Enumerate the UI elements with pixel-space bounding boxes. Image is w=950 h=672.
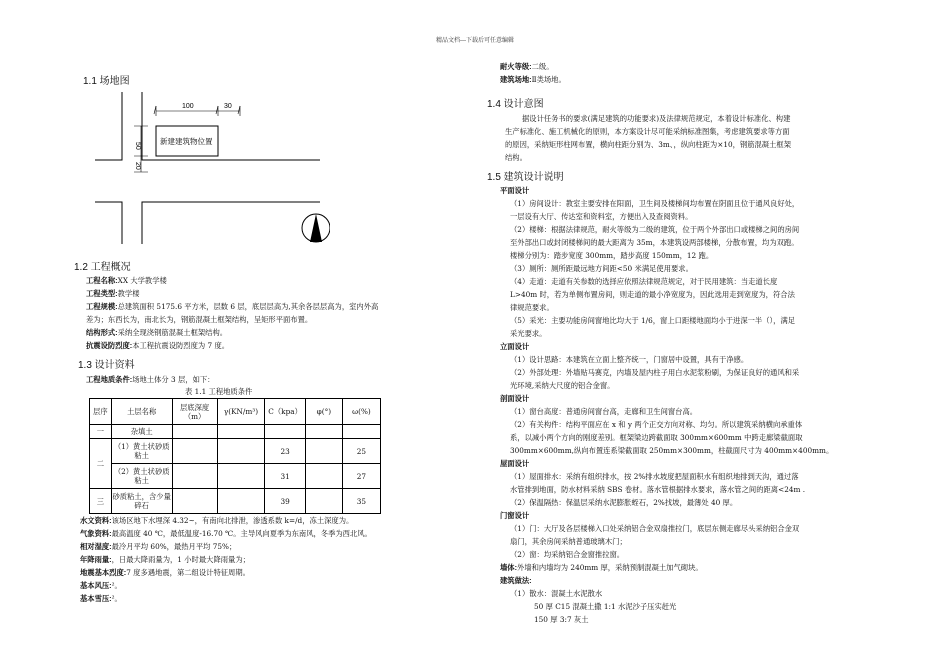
plane-design-title: 平面设计 [500,186,530,195]
road-edge [142,202,320,244]
right-top-lines: 耐火等级:二级。 建筑场地:Ⅱ类场地。 [500,62,566,84]
table-row: 三 砂质粘土，含少量碎石 39 35 [90,489,381,514]
section-1-2-title: 1.2 工程概况 [74,262,131,273]
section-1-4-title: 1.4 设计意图 [487,99,544,110]
dim-20: 20 [134,162,141,170]
section-1-1-title: 1.1 场地图 [83,76,130,87]
table-row: 一 杂填土 [90,425,381,439]
dim-50: 50 [134,142,141,150]
table-caption: 表 1.1 工程地质条件 [185,387,253,396]
site-plan [90,92,330,244]
elevation-design-title: 立面设计 [500,342,530,351]
section-design-title: 剖面设计 [500,394,530,403]
s13-lines: 水文资料:该场区地下水埋深 4.32~，有南向北排泄，渗透系数 k=/d，冻土深度为。 气象资料:最高温度 40 ℃，最低温度-16.70 ℃。主导风向夏季为东南风，冬季为西北风。 相对湿度:最冷月平均 60%，最热月平均 75%； 年降雨量:，日最大降雨量为，1 小时最大降雨量为； 地震基本烈度:7 度多遇地震，第二组设计特征周期。 基本风压:²。 基本雪压:²。 [80,516,372,603]
table-row: 二 （1）黄土状砂质粘土 23 25 [90,439,381,464]
header-note: 精品文档---下载后可任意编辑 [435,37,515,44]
table-header-row: 层序 土层名称 层底深度（m） γ(KN/m³) C（kpa） φ(°) ω(%) [90,399,381,425]
geo-conditions: 工程地质条件:场地土体分 3 层，如下： [86,375,215,384]
dim-30: 30 [224,103,232,110]
s15-body: 平面设计 （1）房间设计：教室主要安排在阳面，卫生间及楼梯间均布置在阴面且位于通风良好处， 一层设有大厅、传达室和资料室，方便出入及查阅资料。 （2）楼梯：根据法律规范，耐火等级为二级的建筑，位于两个外部出口或楼梯之间的房间 至外部出口或封闭楼梯间的最大距离为 35m，本建筑设两部楼梯，分散布置，均为双跑。 楼梯分别为：踏步宽度 300mm，踏步高度 150mm，12 跑。 （3）厕所：厕所距最远地方间距<50 米满足使用要求。 （4）走道：走道有关参数的选择应依照法律规范规定，对于民用建筑：当走道长度 L>40m 时，若为单侧布置房间，则走道的最小净宽度为，因此选用走到宽度为，符合法 律规范要求。 （5）采光：主要功能房间窗地比均大于 1/6，窗上口距楼地面均小于进深一半（），满足 采光要求。 立面设计 （1）设计思路：本建筑在立面上整齐统一，门窗居中设置，具有于净感。 （2）外部处理：外墙贴马赛克，内墙及屋内柱子用白水泥浆粉刷，为保证良好的通风和采 光环境,采纳大尺度的铝合金窗。 剖面设计 （1）窗台高度：普通房间窗台高，走廊和卫生间窗台高。 （2）有关构件：结构平面应在 x 和 y 两个正交方向对称、均匀。所以建筑采纳横向承重体 系，以减小两个方向的刚度差别。框架梁边跨截面取 300mm×600mm 中跨走廊梁截面取 300mm×600mm,纵向布置连系梁截面取 250mm×300mm，柱截面尺寸为 400mm×400mm。 屋面设计 （1）屋面排水：采纳有组织排水，按 2%排水坡度把屋面积水有组织地排到天沟，通过落 水管排到地面，防水材料采纳 SBS 卷材。落水管根据排水要求，落水管之间的距离<24m . （2）保温隔热：保温层采纳水泥膨胀蛭石，2%找坡，最薄处 40 厚。 门窗设计 （1）门：大厅及各层楼梯入口处采纳铝合金双扇推拉门，底层东侧走廊尽头采纳铝合金双 扇门，其余房间采纳普通玻璃木门； （2）窗：均采纳铝合金窗推拉窗。 墙体:外墙和内墙均为 240mm 厚，采纳预制混凝土加气砌块。 建筑做法: （1）散水：混凝土水泥散水 50 厚 C15 混凝土撒 1:1 水泥沙子压实赶光 150 厚 3:7 灰土 [500,186,834,624]
wall-line: 墙体:外墙和内墙均为 240mm 厚，采纳预制混凝土加气砌块。 [500,563,703,572]
north-arrow-icon [310,214,322,242]
s14-lines: 据设计任务书的要求(满足建筑的功能要求)及法律规范规定，本着设计标准化、构建 生产标准化、施工机械化的原则，本方案设计尽可能采纳标准图集，考虑建筑要求等方面 的原因，采纳矩形柱网布置，横向柱距分别为、3m、，纵向柱距为×10，钢筋混凝土框架 结构。 [505,114,791,162]
section-1-3-title: 1.3 设计资料 [78,360,135,371]
building-label: 新建建筑物位置 [160,137,213,146]
method-title: 建筑做法: [500,576,532,585]
dim-100: 100 [182,103,194,110]
road-edge [95,202,122,244]
table-row: （2）黄土状砂质粘土 31 27 [90,464,381,489]
geology-table [89,398,381,514]
roof-design-title: 屋面设计 [500,459,530,468]
road-edge [95,92,122,160]
door-window-design-title: 门窗设计 [500,511,530,520]
s12-lines: 工程名称:XX 大学教学楼 工程类型:教学楼 工程规模:总建筑面积 5175.6 平方米，层数 6 层，底层层高为,其余各层层高为，室内外高 差为；东西长为，南北长为，钢筋混凝土框架结构，呈矩形平面布置。 结构形式:采纳全现浇钢筋混凝土框架结构。 抗震设防烈度:本工程抗震设防烈度为 7 度。 [86,276,379,350]
section-1-5-title: 1.5 建筑设计说明 [487,172,564,183]
